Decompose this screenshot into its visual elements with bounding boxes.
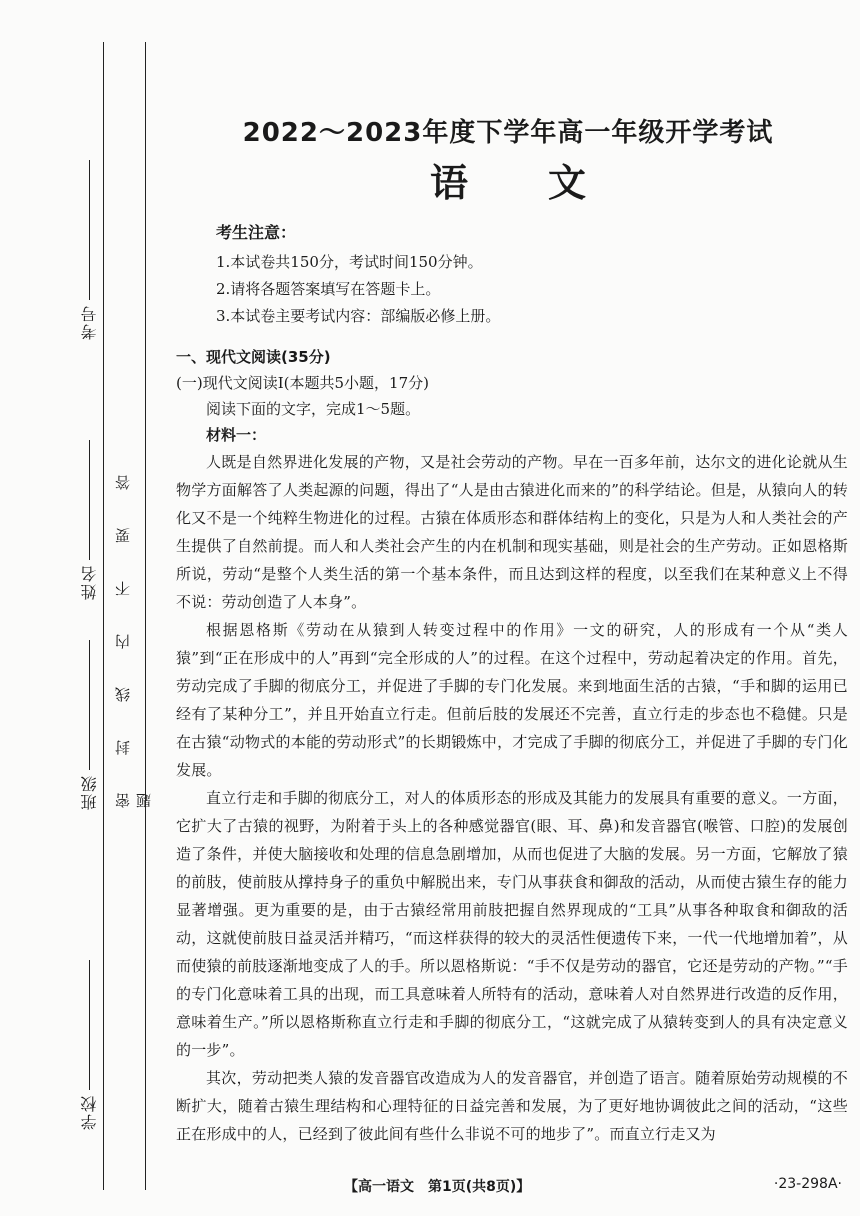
notice-item: 2.请将各题答案填写在答题卡上。 — [216, 280, 441, 298]
name-field[interactable] — [74, 440, 104, 600]
class-label: 班级 — [79, 774, 99, 810]
passage-paragraph: 直立行走和手脚的彻底分工，对人的体质形态的形成及其能力的发展具有重要的意义。一方面，它扩大了古猿的视野，为附着于头上的各种感觉器官(眼、耳、鼻)和发音器官(喉管、口腔)的发展创造了条件，并使大脑接收和处理的信息急剧增加，从而也促进了大脑的发展。另一方面，它解放了猿的前肢，使前肢从撑持身子的重负中解脱出来，专门从事获食和御敌的活动，从而使古猿生存的能力显著增强。更为重要的是，由于古猿经常用前肢把握自然界现成的“工具”从事各种取食和御敌的活动，这就使前肢日益灵活并精巧，“而这样获得的较大的灵活性便遗传下来，一代一代地增加着”，从而使猿的前肢逐渐地变成了人的手。所以恩格斯说：“手不仅是劳动的器官，它还是劳动的产物。”“手的专门化意味着工具的出现，而工具意味着人所特有的活动，意味着人对自然界进行改造的反作用，意味着生产。”所以恩格斯称直立行走和手脚的彻底分工，“这就完成了从猿转变到人的具有决定意义的一步”。 — [176, 789, 848, 1059]
reading-section — [176, 344, 848, 1148]
material-label: 材料一： — [206, 426, 267, 444]
notice-item: 3.本试卷主要考试内容：部编版必修上册。 — [216, 307, 501, 325]
page-number-label: 【高一语文 第1页(共8页)】 — [344, 1179, 531, 1195]
school-label: 学校 — [79, 1094, 99, 1130]
seal-line-text: 密封线内不要答题 — [114, 437, 153, 808]
passage-paragraph: 人既是自然界进化发展的产物，又是社会劳动的产物。早在一百多年前，达尔文的进化论就从生物学方面解答了人类起源的问题，得出了“人是由古猿进化而来的”的科学结论。但是，从猿向人的转化又不是一个纯粹生物进化的过程。古猿在体质形态和群体结构上的变化，只是为人和人类社会的产生提供了自然前提。而人和人类社会产生的内在机制和现实基础，则是社会的生产劳动。正如恩格斯所说，劳动“是整个人类生活的第一个基本条件，而且达到这样的程度，以至我们在某种意义上不得不说：劳动创造了人本身”。 — [176, 453, 848, 611]
candidate-notice — [216, 220, 836, 330]
passage-paragraph: 根据恩格斯《劳动在从猿到人转变过程中的作用》一文的研究，人的形成有一个从“类人猿”到“正在形成中的人”再到“完全形成的人”的过程。在这个过程中，劳动起着决定的作用。首先，劳动完成了手脚的彻底分工，并促进了手脚的专门化发展。来到地面生活的古猿，“手和脚的运用已经有了某种分工”，并且开始直立行走。但前后肢的发展还不完善，直立行走的步态也不稳健。只是在古猿“动物式的本能的劳动形式”的长期锻炼中，才完成了手脚的彻底分工，并促进了手脚的专门化发展。 — [176, 621, 848, 779]
passage-paragraph: 其次，劳动把类人猿的发音器官改造成为人的发音器官，并创造了语言。随着原始劳动规模的不断扩大，随着古猿生理结构和心理特征的日益完善和发展，为了更好地协调彼此之间的活动，“这些正在形成中的人，已经到了彼此间有些什么非说不可的地步了”。而直立行走又为 — [176, 1069, 848, 1143]
name-label: 姓名 — [79, 564, 99, 600]
exam-number-field[interactable] — [74, 160, 104, 340]
paper-code: ·23-298A· — [773, 1176, 842, 1192]
subject-title: 语文 — [429, 161, 666, 205]
exam-page — [168, 0, 848, 1216]
exam-number-label: 考号 — [79, 304, 99, 340]
exam-title: 2022～2023年度下学年高一年级开学考试 — [242, 118, 774, 148]
binding-margin — [0, 0, 153, 1216]
notice-title: 考生注意： — [216, 223, 297, 242]
school-field[interactable] — [74, 960, 104, 1130]
section-heading: 一、现代文阅读(35分) — [176, 348, 331, 366]
subsection-heading: (一)现代文阅读Ⅰ(本题共5小题，17分) — [176, 374, 429, 392]
binding-line-inner — [145, 42, 146, 1190]
class-field[interactable] — [74, 640, 104, 810]
notice-item: 1.本试卷共150分，考试时间150分钟。 — [216, 253, 483, 271]
reading-instruction: 阅读下面的文字，完成1～5题。 — [206, 400, 421, 418]
